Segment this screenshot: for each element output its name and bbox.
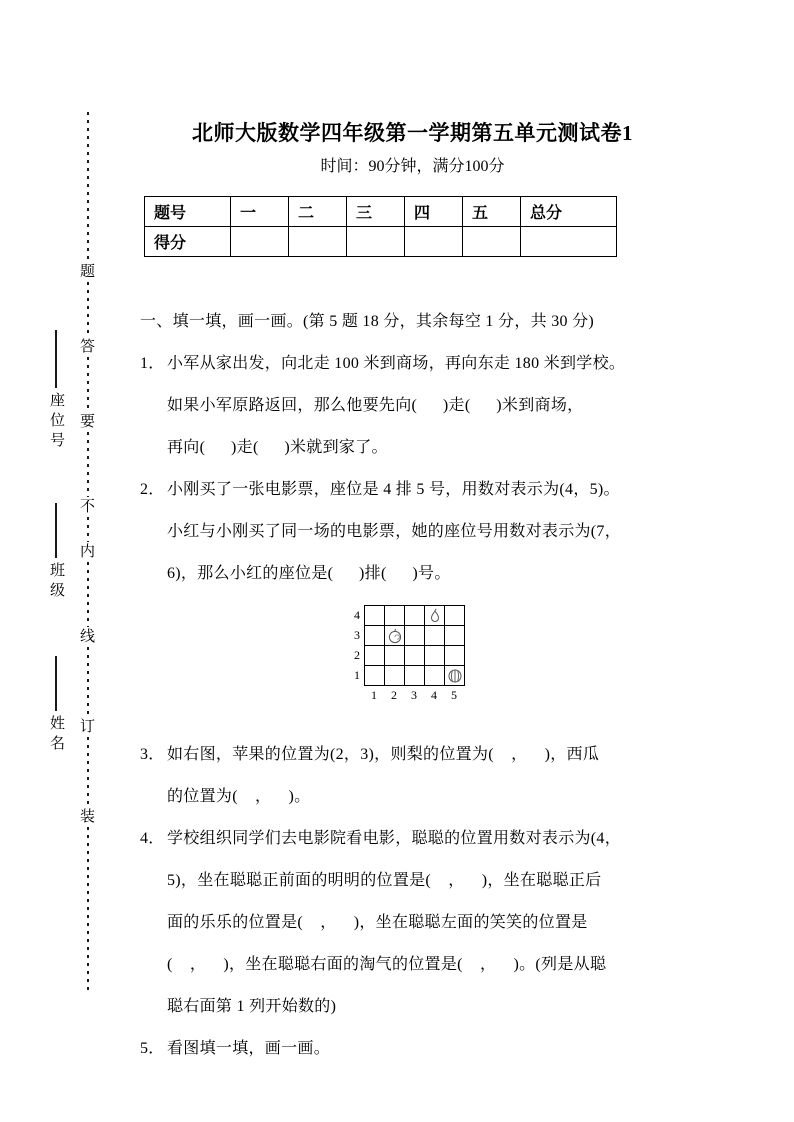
grid-x-label: 3 xyxy=(411,688,417,702)
page-subtitle: 时间：90分钟，满分100分 xyxy=(320,158,505,175)
score-table-empty-cell xyxy=(405,227,463,257)
score-table-cell: 二 xyxy=(289,197,347,227)
binding-char: 线 xyxy=(80,629,96,645)
question-3 xyxy=(140,734,685,818)
grid-y-label: 3 xyxy=(354,628,360,642)
score-table-cell: 五 xyxy=(463,197,521,227)
binding-char: 要 xyxy=(80,414,96,430)
question-number: 1． xyxy=(140,355,165,372)
question-text-line: 再向( )走( )米就到家了。 xyxy=(167,439,388,456)
score-table-cell: 得分 xyxy=(145,227,231,257)
question-5 xyxy=(140,1028,685,1070)
question-text-line: 聪右面第 1 列开始数的) xyxy=(167,998,337,1015)
question-text-line: 的位置为( ， )。 xyxy=(167,788,311,805)
name-field xyxy=(44,656,68,755)
binding-char: 题 xyxy=(80,264,96,280)
score-table-empty-cell xyxy=(521,227,617,257)
grid-y-label: 1 xyxy=(354,668,360,682)
grid-x-label: 4 xyxy=(431,688,437,702)
binding-dots xyxy=(87,282,89,337)
grid-y-label: 2 xyxy=(354,648,360,662)
score-table-empty-cell xyxy=(231,227,289,257)
seat-number-field xyxy=(44,330,68,452)
binding-char: 答 xyxy=(80,339,96,355)
binding-char: 不 xyxy=(80,499,96,515)
question-text-line: 学校组织同学们去电影院看电影，聪聪的位置用数对表示为(4， xyxy=(167,830,622,847)
question-text-line: 如果小军原路返回，那么他要先向( )走( )米到商场， xyxy=(167,397,584,414)
blank-line xyxy=(55,656,56,711)
binding-dots xyxy=(87,737,89,807)
score-table-cell: 题号 xyxy=(145,197,231,227)
blank-line xyxy=(55,503,56,558)
question-text-line: 面的乐乐的位置是( ， )，坐在聪聪左面的笑笑的位置是 xyxy=(167,914,588,931)
question-4 xyxy=(140,818,685,1028)
grid xyxy=(364,605,465,686)
score-table-cell: 四 xyxy=(405,197,463,227)
question-2 xyxy=(140,469,685,595)
question-text-line: 小军从家出发，向北走 100 米到商场，再向东走 180 米到学校。 xyxy=(167,355,626,372)
question-text-line: 看图填一填，画一画。 xyxy=(167,1040,331,1057)
binding-dots xyxy=(87,112,89,262)
binding-dots xyxy=(87,647,89,717)
apple-icon xyxy=(387,628,403,644)
page-title: 北师大版数学四年级第一学期第五单元测试卷1 xyxy=(192,121,633,145)
binding-dots xyxy=(87,432,89,497)
questions xyxy=(140,343,685,1070)
binding-dots xyxy=(87,562,89,627)
score-table-header-row xyxy=(145,197,617,227)
class-label: 班级 xyxy=(48,562,64,602)
question-1 xyxy=(140,343,685,469)
binding-char: 订 xyxy=(80,719,96,735)
question-text-line: ( ， )，坐在聪聪右面的淘气的位置是( ， )。(列是从聪 xyxy=(167,956,607,973)
score-table-cell: 三 xyxy=(347,197,405,227)
section-heading: 一、填一填，画一画。(第 5 题 18 分，其余每空 1 分，共 30 分) xyxy=(140,313,595,330)
watermelon-icon xyxy=(447,668,463,684)
grid-x-label: 1 xyxy=(371,688,377,702)
question-number: 5． xyxy=(140,1040,165,1057)
score-table-cell: 总分 xyxy=(521,197,617,227)
blank-line xyxy=(55,330,56,388)
question-text-line: 5)，坐在聪聪正前面的明明的位置是( ， )，坐在聪聪正后 xyxy=(167,872,602,889)
class-field xyxy=(44,503,68,602)
question-number: 2． xyxy=(140,481,165,498)
grid-x-axis-labels xyxy=(364,686,490,704)
grid-y-label: 4 xyxy=(354,608,360,622)
content xyxy=(140,118,685,1070)
binding-dots xyxy=(87,357,89,412)
question-text-line: 6)，那么小红的座位是( )排( )号。 xyxy=(167,565,451,582)
binding-char: 装 xyxy=(80,809,96,825)
binding-char: 内 xyxy=(80,544,96,560)
grid-x-label: 2 xyxy=(391,688,397,702)
score-table-empty-cell xyxy=(463,227,521,257)
pear-icon xyxy=(427,608,443,624)
score-table-score-row xyxy=(145,227,617,257)
score-table-empty-cell xyxy=(347,227,405,257)
binding-dots xyxy=(87,827,89,992)
binding-line xyxy=(80,112,95,992)
name-label: 姓名 xyxy=(48,715,64,755)
question-text-line: 小刚买了一张电影票，座位是 4 排 5 号，用数对表示为(4，5)。 xyxy=(167,481,620,498)
grid-x-label: 5 xyxy=(451,688,457,702)
question-number: 4． xyxy=(140,830,165,847)
binding-dots xyxy=(87,517,89,542)
grid-y-axis-labels xyxy=(350,605,360,685)
score-table-cell: 一 xyxy=(231,197,289,227)
seat-number-label: 座位号 xyxy=(48,392,64,452)
question-number: 3． xyxy=(140,746,165,763)
score-table-empty-cell xyxy=(289,227,347,257)
question-text-line: 如右图，苹果的位置为(2，3)，则梨的位置为( ， )，西瓜 xyxy=(167,746,600,763)
question-text-line: 小红与小刚买了同一场的电影票，她的座位号用数对表示为(7， xyxy=(167,523,622,540)
coordinate-grid-figure xyxy=(350,605,490,704)
score-table xyxy=(144,196,617,257)
